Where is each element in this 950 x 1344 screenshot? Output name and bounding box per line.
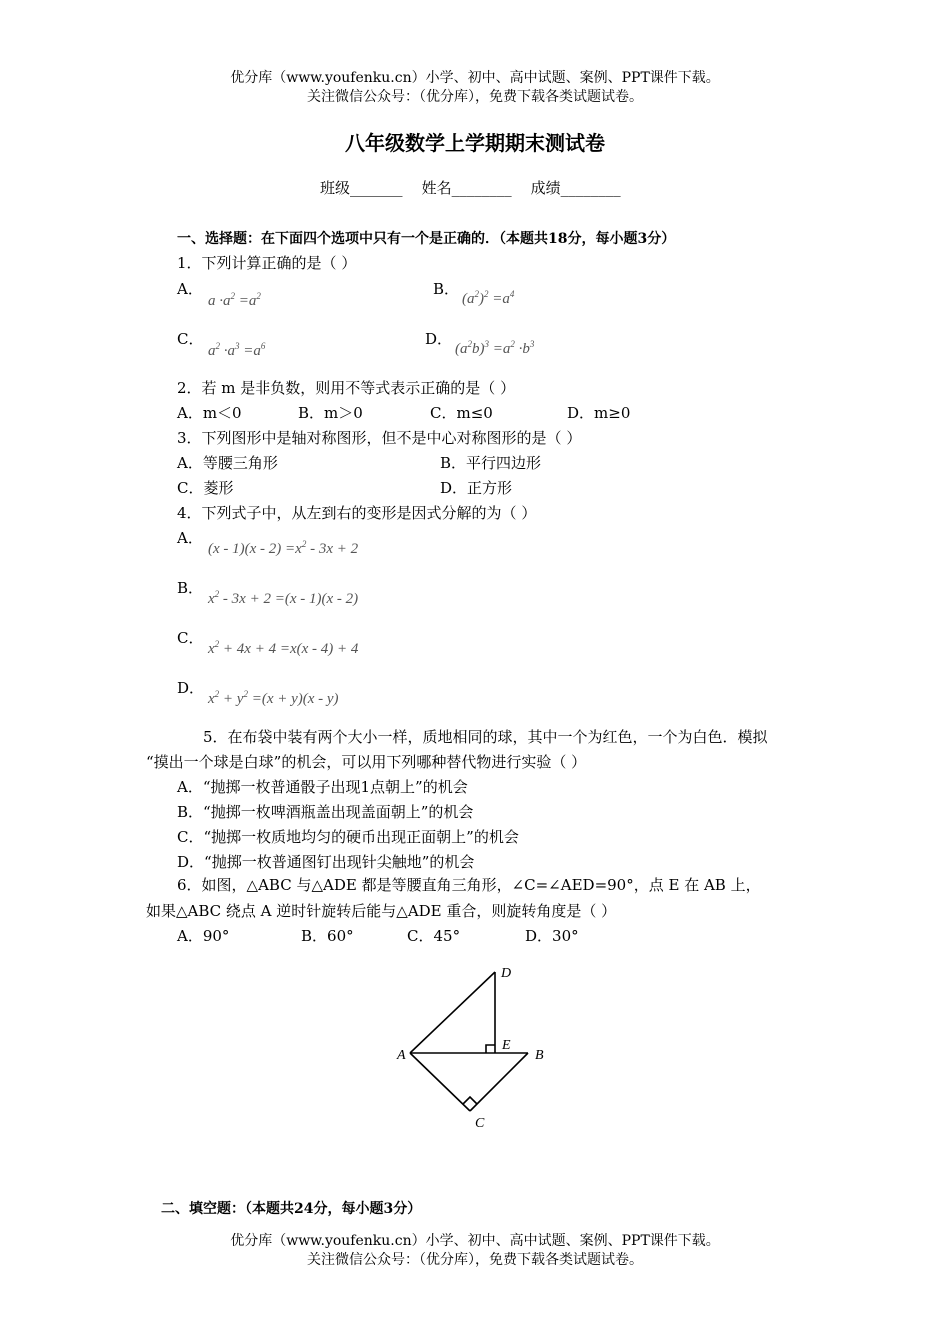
header-line-1: 优分库（www.youfenku.cn）小学、初中、高中试题、案例、PPT课件下载。 — [230, 70, 720, 86]
q2-option-b: B．m＞0 — [298, 404, 363, 422]
segment-ac — [410, 1053, 470, 1111]
label-a: A — [397, 1048, 406, 1063]
q2-stem: 2．若 m 是非负数，则用不等式表示正确的是（ ） — [177, 379, 516, 397]
section-1-heading: 一、选择题：在下面四个选项中只有一个是正确的．（本题共18分，每小题3分） — [177, 231, 676, 247]
section-2-heading: 二、填空题：（本题共24分，每小题3分） — [161, 1201, 422, 1217]
right-angle-mark-c — [463, 1097, 477, 1104]
q1-option-a-formula: $a \cdot a^2 =a^2$ — [208, 291, 261, 309]
q3-stem: 3．下列图形中是轴对称图形，但不是中心对称图形的是（ ） — [177, 429, 582, 447]
q1-option-b-label: B． — [433, 280, 460, 298]
segment-ad — [410, 972, 495, 1053]
q3-option-b: B．平行四边形 — [440, 454, 542, 472]
q3-option-a: A．等腰三角形 — [177, 454, 278, 472]
q6-line-1: 6．如图，△ABC 与△ADE 都是等腰直角三角形，∠C=∠AED=90°，点 E 在 AB 上， — [177, 876, 761, 894]
q1-option-d-formula: $(a^2b)^3 =a^2 \cdot b^3$ — [455, 339, 535, 357]
q6-option-c: C．45° — [407, 927, 461, 945]
q1-stem: 1．下列计算正确的是（ ） — [177, 254, 357, 272]
q1-option-c-label: C． — [177, 330, 204, 348]
q2-option-c: C．m≤0 — [430, 404, 493, 422]
q4-option-d-formula: $x^2 + y^2 =(x + y)(x - y)$ — [208, 689, 339, 707]
q4-option-b-label: B． — [177, 579, 204, 597]
q1-option-d-label: D． — [425, 330, 453, 348]
footer-line-2: 关注微信公众号：（优分库），免费下载各类试题试卷。 — [307, 1252, 643, 1268]
page-title: 八年级数学上学期期末测试卷 — [345, 131, 605, 155]
q5-option-a: A．“抛掷一枚普通骰子出现1点朝上”的机会 — [177, 778, 468, 796]
q6-line-2: 如果△ABC 绕点 A 逆时针旋转后能与△ADE 重合，则旋转角度是（ ） — [146, 902, 617, 920]
q2-option-a: A．m＜0 — [177, 404, 242, 422]
q4-option-a-label: A． — [177, 529, 203, 547]
label-d: D — [501, 966, 512, 981]
q4-option-c-label: C． — [177, 629, 204, 647]
right-angle-mark-e — [486, 1045, 495, 1053]
q3-option-d: D．正方形 — [440, 479, 513, 497]
q3-option-c: C．菱形 — [177, 479, 234, 497]
q5-option-b: B．“抛掷一枚啤酒瓶盖出现盖面朝上”的机会 — [177, 803, 474, 821]
q5-option-c: C．“抛掷一枚质地均匀的硬币出现正面朝上”的机会 — [177, 828, 519, 846]
label-c: C — [475, 1116, 485, 1131]
q5-line-2: “摸出一个球是白球”的机会，可以用下列哪种替代物进行实验（ ） — [146, 753, 587, 771]
segment-cb — [470, 1053, 528, 1111]
q4-option-d-label: D． — [177, 679, 205, 697]
student-info: 班级_______ 姓名________ 成绩________ — [320, 179, 621, 197]
q1-option-b-formula: $(a^2)^2 =a^4$ — [462, 289, 515, 307]
q1-option-a-label: A． — [177, 280, 203, 298]
q4-stem: 4．下列式子中，从左到右的变形是因式分解的为（ ） — [177, 504, 537, 522]
footer-line-1: 优分库（www.youfenku.cn）小学、初中、高中试题、案例、PPT课件下载。 — [230, 1233, 720, 1249]
q5-line-1: 5．在布袋中装有两个大小一样，质地相同的球，其中一个为红色，一个为白色．模拟 — [203, 728, 768, 746]
q2-option-d: D．m≥0 — [567, 404, 631, 422]
q6-option-b: B．60° — [301, 927, 354, 945]
q4-option-b-formula: $x^2 - 3x + 2 =(x - 1)(x - 2)$ — [208, 589, 359, 607]
q1-option-c-formula: $a^2 \cdot a^3 =a^6$ — [208, 341, 266, 359]
q4-option-a-formula: $(x - 1)(x - 2) =x^2 - 3x + 2$ — [208, 539, 359, 557]
triangle-figure — [385, 955, 565, 1135]
q5-option-d: D．“抛掷一枚普通图钉出现针尖触地”的机会 — [177, 853, 475, 871]
q6-option-d: D．30° — [525, 927, 579, 945]
label-b: B — [535, 1048, 544, 1063]
header-line-2: 关注微信公众号：（优分库），免费下载各类试题试卷。 — [307, 89, 643, 105]
q6-option-a: A．90° — [177, 927, 230, 945]
label-e: E — [502, 1038, 511, 1053]
q4-option-c-formula: $x^2 + 4x + 4 =x(x - 4) + 4$ — [208, 639, 359, 657]
